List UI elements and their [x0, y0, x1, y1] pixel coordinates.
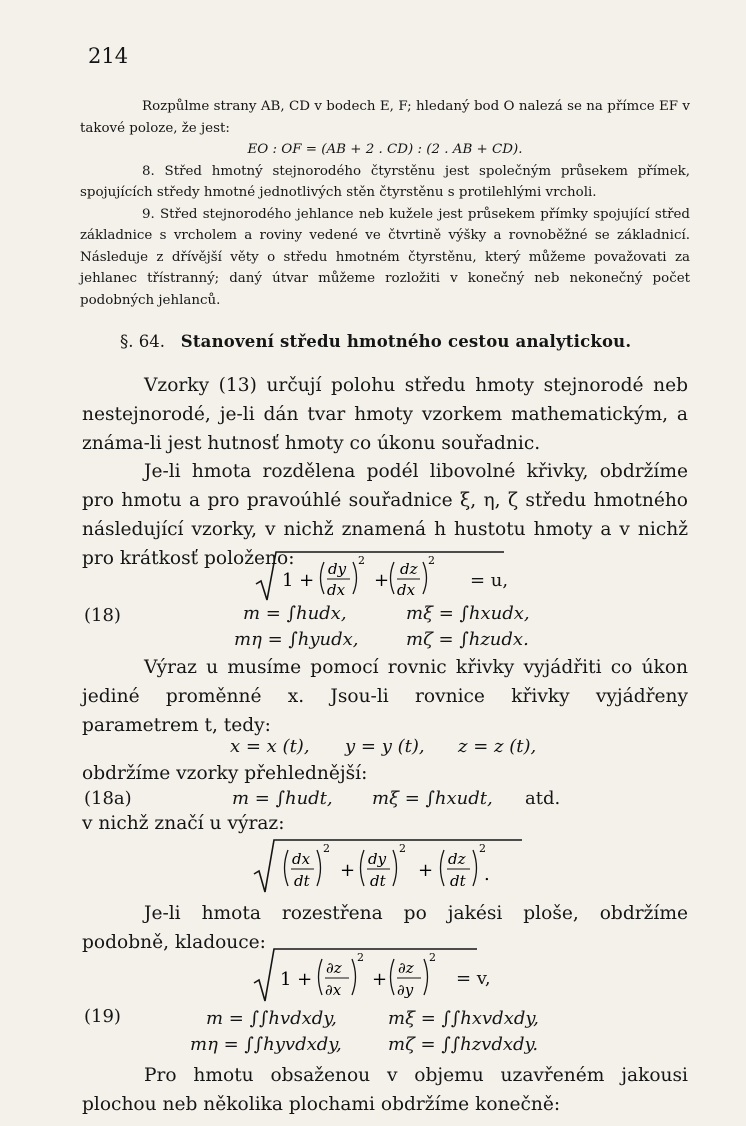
body-block-2 — [82, 654, 688, 740]
svg-text:+: + — [372, 969, 388, 990]
svg-text:dt: dt — [294, 872, 310, 890]
param-y: y = y (t), — [345, 736, 425, 757]
param-z: z = z (t), — [458, 736, 537, 757]
paragraph-objem: Pro hmotu obsaženou v objemu uzavřeném jakousi plochou neb několika plochami obdržíme konečně: — [82, 1065, 688, 1115]
svg-text:+: + — [340, 860, 356, 881]
equation-number-19: (19) — [84, 1006, 121, 1027]
eq18-m: m = ∫hudx, — [243, 603, 347, 624]
param-x: x = x (t), — [230, 736, 310, 757]
eq18a-atd: atd. — [525, 788, 561, 809]
paragraph-9: 9. Střed stejnorodého jehlance neb kužele jest průsekem přímky spojující střed základnice s vrcholem a roviny vedené ve čtvrtině výšky a rovnoběžné se základnicí. Následuje z dřívější věty o středu hmotném čtyrstěnu, který můžeme považovati za jehlanec třístranný; daný útvar můžeme rozložiti v konečný neb nekonečný počet podobných jehlanců. — [80, 206, 690, 308]
eq18a-m: m = ∫hudt, — [232, 788, 333, 809]
svg-text:dt: dt — [450, 872, 466, 890]
svg-text:.: . — [484, 864, 490, 885]
svg-text:dy: dy — [328, 560, 347, 578]
svg-text:2: 2 — [358, 554, 365, 567]
section-number: §. 64. — [120, 332, 165, 351]
svg-text:∂x: ∂x — [325, 981, 342, 999]
svg-text:2: 2 — [357, 951, 364, 964]
svg-text:dz: dz — [400, 560, 418, 578]
svg-text:∂z: ∂z — [326, 959, 342, 977]
section-title: Stanovení středu hmotného cestou analytickou. — [180, 332, 632, 351]
section-heading — [120, 332, 631, 351]
svg-text:2: 2 — [323, 842, 330, 855]
svg-text:dx: dx — [327, 581, 346, 599]
svg-text:dx: dx — [397, 581, 416, 599]
eq19-mzeta: mζ = ∫∫hzvdxdy. — [388, 1034, 539, 1055]
svg-text:2: 2 — [429, 951, 436, 964]
svg-text:dy: dy — [368, 850, 387, 868]
paragraph-vyraz-u: Výraz u musíme pomocí rovnic křivky vyjádřiti co úkon jediné proměnné x. Jsou-li rovnice křivky vyjádřeny parametrem t, tedy: — [82, 657, 688, 736]
body-block-1 — [82, 372, 688, 574]
svg-text:2: 2 — [428, 554, 435, 567]
body-obdrzime — [82, 760, 688, 789]
svg-text:2: 2 — [479, 842, 486, 855]
svg-text:dz: dz — [448, 850, 466, 868]
paragraph-plocha: Je-li hmota rozestřena po jakési ploše, obdržíme podobně, kladouce: — [82, 903, 688, 953]
svg-text:dx: dx — [292, 850, 311, 868]
small-text-block — [80, 96, 690, 311]
body-block-4 — [82, 1062, 688, 1120]
eq19-mxi: mξ = ∫∫hxvdxdy, — [388, 1008, 539, 1029]
svg-text:∂y: ∂y — [397, 981, 414, 999]
paragraph-v-nichz-u: v nichž značí u výraz: — [82, 813, 285, 834]
svg-text:+: + — [418, 860, 434, 881]
svg-text:∂z: ∂z — [398, 959, 414, 977]
svg-text:dt: dt — [370, 872, 386, 890]
svg-text:2: 2 — [399, 842, 406, 855]
paragraph-je-li-krivky: Je-li hmota rozdělena podél libovolné křivky, obdržíme pro hmotu a pro pravoúhlé souřadnice ξ, η, ζ středu hmotného následující vzorky, v nichž znamená h hustotu hmoty a v nichž pro krátkosť položeno: — [82, 461, 688, 569]
u-definition-rhs: = u, — [470, 570, 509, 591]
paragraph-8: 8. Střed hmotný stejnorodého čtyrstěnu jest společným průsekem přímek, spojujících středy hmotné jednotlivých stěn čtyrstěnu s protilehlými vrcholi. — [80, 163, 690, 200]
svg-text:+: + — [374, 570, 390, 591]
paragraph-rozpulme: Rozpůlme strany AB, CD v bodech E, F; hledaný bod O nalezá se na přímce EF v takové poloze, že jest: — [80, 99, 690, 136]
eq18-mxi: mξ = ∫hxudx, — [406, 603, 530, 624]
svg-text:1 +: 1 + — [282, 570, 315, 591]
paragraph-vzorky: Vzorky (13) určují polohu středu hmoty stejnorodé neb nestejnorodé, je-li dán tvar hmoty vzorkem mathematickým, a známa-li jest hutnosť hmoty co úkonu souřadnic. — [82, 375, 688, 454]
eq19-meta: mη = ∫∫hyvdxdy, — [190, 1034, 342, 1055]
equation-number-18: (18) — [84, 605, 121, 626]
eq18a-mxi: mξ = ∫hxudt, — [372, 788, 493, 809]
equation-eo-of: EO : OF = (AB + 2 . CD) : (2 . AB + CD). — [247, 142, 523, 157]
eq18-meta: mη = ∫hyudx, — [234, 629, 359, 650]
eq19-m: m = ∫∫hvdxdy, — [206, 1008, 337, 1029]
paragraph-obdrzime-prehlednejsi: obdržíme vzorky přehlednější: — [82, 763, 368, 784]
body-v-nichz — [82, 810, 688, 839]
v-definition-rhs: = v, — [456, 968, 491, 989]
equation-number-18a: (18a) — [84, 788, 132, 809]
page-number: 214 — [88, 44, 129, 68]
u-parametric-radical — [252, 836, 542, 896]
svg-text:1 +: 1 + — [280, 969, 313, 990]
eq18-mzeta: mζ = ∫hzudx. — [406, 629, 529, 650]
